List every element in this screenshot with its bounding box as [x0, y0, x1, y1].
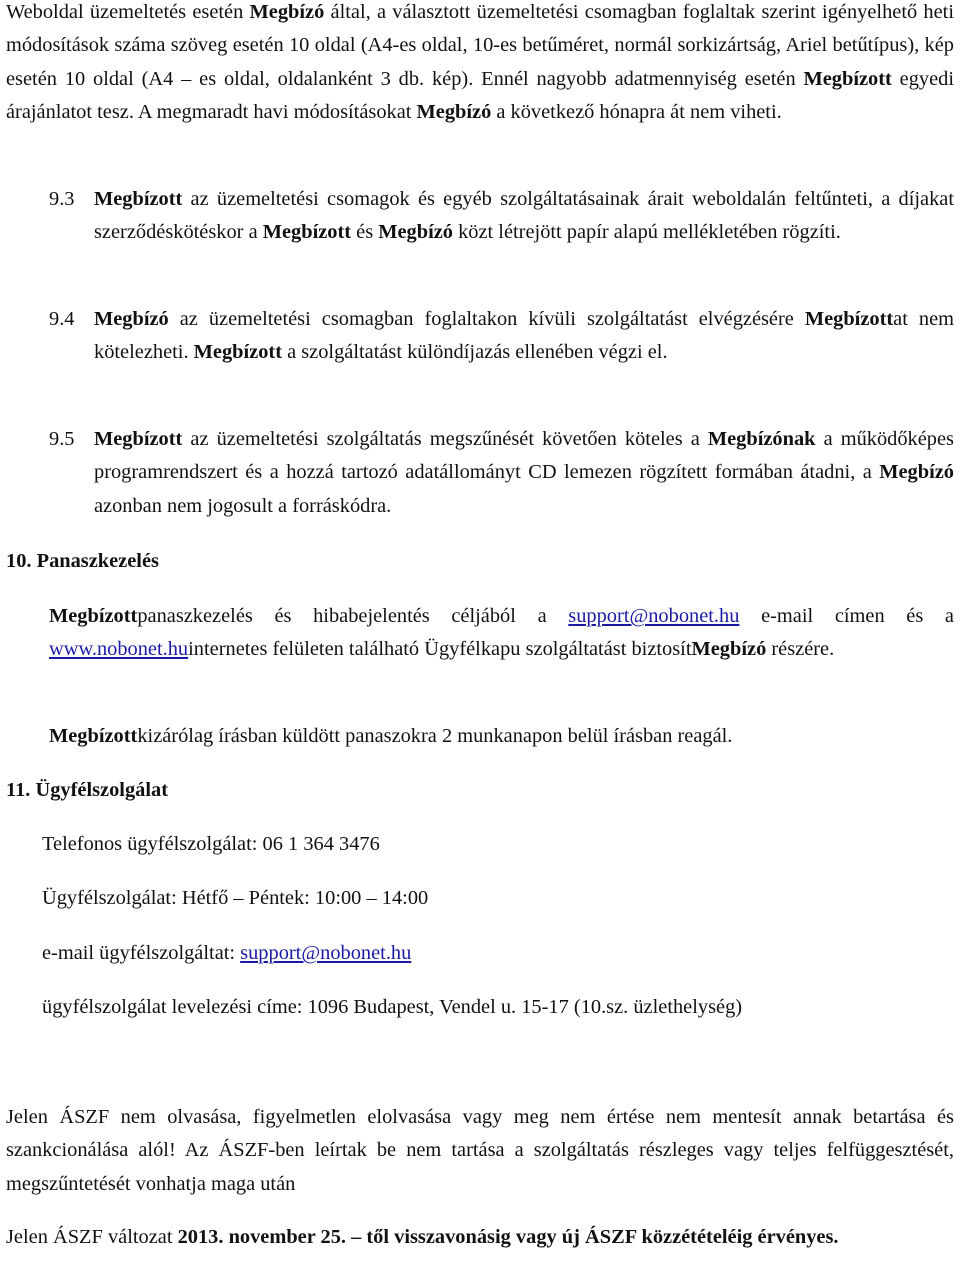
party-megbizott: Megbízott: [804, 308, 894, 330]
section-text: a működőképes programrendszert és a hozzá tartozó adatállományt CD lemezen rögzített formában átadni, a: [94, 428, 954, 484]
section-text: az üzemeltetési szolgáltatás megszűnését követően köteles a: [182, 428, 708, 450]
closing-disclaimer: Jelen ÁSZF nem olvasása, figyelmetlen elolvasása vagy meg nem értése nem mentesít annak betartása és szankcionálása alól! Az ÁSZF-ben leírtak be nem tartása a szolgáltatás részleges vagy teljes felfüggesztését, megszűntetését vonhatja maga után: [6, 1106, 954, 1195]
paragraph-text: panaszkezelés és hibabejelentés céljából a: [137, 605, 569, 627]
contact-phone: Telefonos ügyfélszolgálat: 06 1 364 3476: [42, 833, 380, 855]
validity-text: Jelen ÁSZF változat: [6, 1226, 178, 1248]
heading-number: 11.: [6, 779, 31, 801]
complaint-handling-paragraph: [49, 600, 954, 667]
section-number-9-3: 9.3: [49, 188, 75, 210]
section-9-3: [94, 183, 954, 250]
section-text: at nem kötelezheti.: [94, 308, 954, 364]
section-text: az üzemeltetési csomagban foglaltakon kívüli szolgáltatást elvégzésére: [168, 308, 805, 330]
closing-validity: [6, 1221, 954, 1254]
intro-text: egyedi árajánlatot tesz. A megmaradt havi módosításokat: [6, 67, 954, 124]
section-text: az üzemeltetési csomagok és egyéb szolgáltatásainak árait weboldalán feltűnteti, a díjakat szerződéskötéskor a: [94, 188, 954, 244]
section-number-9-5: 9.5: [49, 428, 75, 450]
party-megbizo: Megbízónak: [707, 428, 816, 450]
heading-title: Panaszkezelés: [36, 550, 159, 572]
paragraph-text: e-mail címen és a: [739, 605, 954, 627]
party-megbizo: Megbízó: [249, 1, 325, 23]
paragraph-text: internetes felületen található Ügyfélkapu szolgáltatást biztosít: [188, 638, 692, 661]
party-megbizott: Megbízott: [803, 67, 892, 90]
section-text: és: [351, 221, 379, 244]
intro-paragraph: [6, 0, 954, 130]
validity-date: 2013. november 25. – től visszavonásig vagy új ÁSZF közzétételéig érvényes.: [177, 1226, 839, 1248]
contact-postal-address: ügyfélszolgálat levelezési címe: 1096 Budapest, Vendel u. 15-17 (10.sz. üzlethelység): [42, 996, 743, 1018]
contact-email: [42, 937, 411, 970]
party-megbizott: Megbízott: [49, 605, 138, 627]
party-megbizott: Megbízott: [94, 428, 183, 450]
heading-title: Ügyfélszolgálat: [35, 779, 168, 801]
party-megbizo: Megbízó: [879, 461, 954, 484]
support-email-link[interactable]: support@nobonet.hu: [568, 605, 740, 627]
section-heading-10: [6, 545, 159, 578]
section-text: közt létrejött papír alapú mellékletében rögzíti.: [453, 221, 841, 244]
party-megbizott: Megbízott: [193, 341, 282, 364]
intro-text: által, a választott üzemeltetési csomagban foglaltak szerint igényelhető heti módosítások száma szöveg esetén 10 oldal (A4-es oldal, 10-es betűméret, normál sorkizártság, Ariel betűtípus), kép esetén 10 oldal (A4 – es oldal, oldalanként 3 db. kép). Ennél nagyobb adatmennyiség esetén: [6, 1, 955, 90]
party-megbizo: Megbízó: [94, 308, 169, 330]
paragraph-text: részére.: [766, 638, 835, 661]
section-heading-11: [6, 774, 168, 807]
party-megbizott: Megbízott: [94, 188, 183, 210]
party-megbizo: Megbízó: [691, 638, 767, 661]
paragraph-text: kizárólag írásban küldött panaszokra 2 munkanapon belül írásban reagál.: [137, 725, 733, 747]
party-megbizo: Megbízó: [378, 221, 453, 244]
section-text: azonban nem jogosult a forráskódra.: [94, 494, 392, 517]
section-number-9-4: 9.4: [49, 308, 75, 330]
heading-number: 10.: [6, 550, 32, 572]
section-9-5: [94, 423, 954, 523]
intro-text: Weboldal üzemeltetés esetén: [6, 1, 250, 23]
contact-email-label: e-mail ügyfélszolgáltat:: [42, 942, 241, 964]
party-megbizott: Megbízott: [49, 725, 138, 747]
contact-email-link[interactable]: support@nobonet.hu: [240, 942, 412, 964]
contact-hours: Ügyfélszolgálat: Hétfő – Péntek: 10:00 – 14:00: [42, 887, 429, 909]
party-megbizott: Megbízott: [262, 221, 352, 244]
party-megbizo: Megbízó: [416, 101, 492, 124]
website-link[interactable]: www.nobonet.hu: [49, 638, 189, 661]
complaint-response-paragraph: [49, 720, 732, 753]
section-text: a szolgáltatást különdíjazás ellenében végzi el.: [281, 341, 668, 364]
section-9-4: [94, 303, 954, 370]
intro-text: a következő hónapra át nem viheti.: [491, 101, 782, 124]
